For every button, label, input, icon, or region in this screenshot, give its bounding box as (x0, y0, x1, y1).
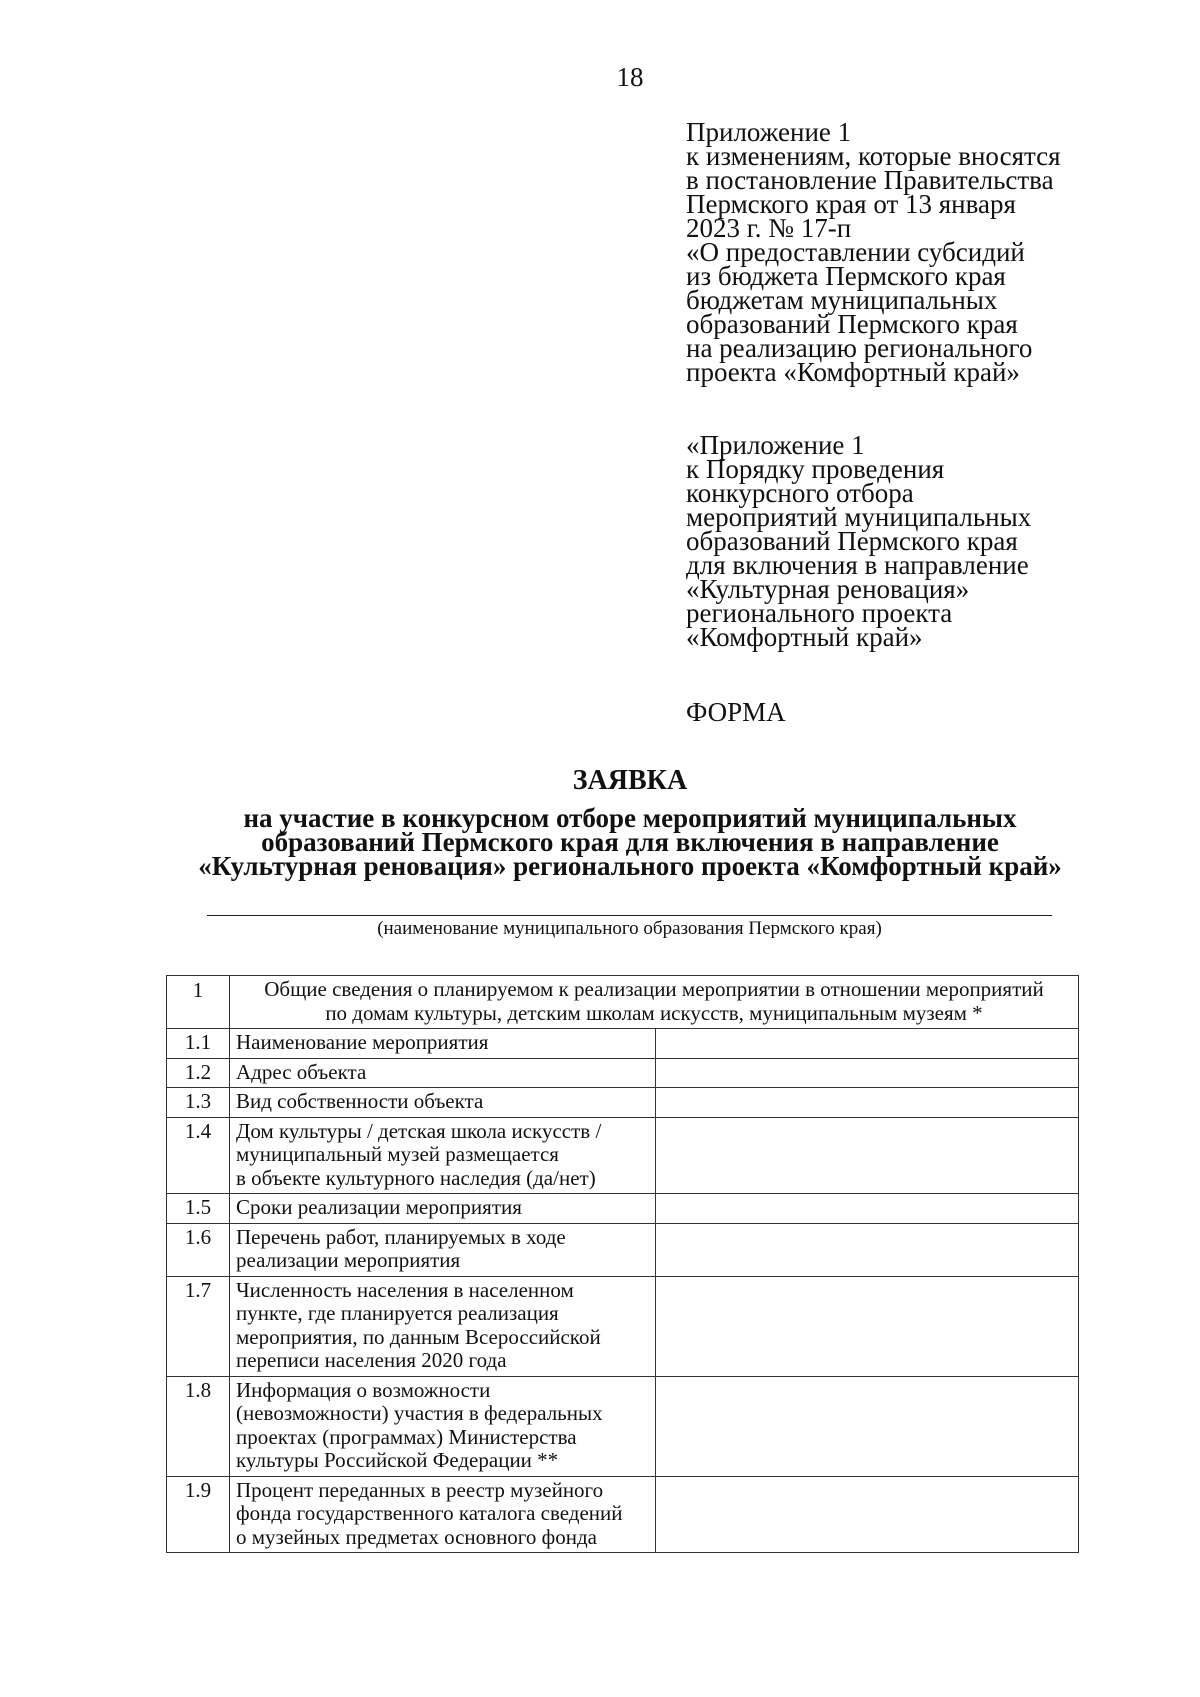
appendix-1-line: из бюджета Пермского края (686, 261, 1006, 291)
appendix-1-line: к изменениям, которые вносятся (686, 141, 1061, 171)
table-row (167, 1058, 1079, 1088)
row-label-line: Наименование мероприятия (236, 1030, 489, 1054)
row-number: 1.4 (167, 1117, 230, 1194)
appendix-2-line: «Культурная реновация» (686, 574, 970, 604)
appendix-1-line: проекта «Комфортный край» (686, 357, 1020, 387)
row-label-line: о музейных предметах основного фонда (236, 1524, 597, 1549)
row-label-line: Перечень работ, планируемых в ходе (236, 1224, 566, 1249)
row-label-line: переписи населения 2020 года (236, 1348, 507, 1372)
row-number: 1.5 (167, 1194, 230, 1224)
row-label-line: муниципальный музей размещается (236, 1142, 559, 1166)
appendix-1-line: Приложение 1 (686, 117, 852, 147)
row-value-cell[interactable] (656, 1088, 1079, 1118)
appendix-1-line: 2023 г. № 17-п (686, 213, 852, 243)
appendix-2-line: «Комфортный край» (686, 622, 923, 652)
row-number: 1.9 (167, 1476, 230, 1553)
appendix-2-line: для включения в направление (686, 550, 1029, 580)
row-label (230, 1117, 656, 1194)
municipality-name-caption: (наименование муниципального образования Пермского края) (377, 918, 882, 939)
appendix-1-line: образований Пермского края (686, 309, 1018, 339)
appendix-1-line: в постановление Правительства (686, 165, 1054, 195)
page-number: 18 (616, 62, 644, 92)
row-label (230, 1088, 656, 1118)
row-label (230, 1029, 656, 1059)
header-text-line: по домам культуры, детским школам искусств, муниципальным музеям * (325, 1000, 983, 1025)
row-label-line: мероприятия, по данным Всероссийской (236, 1324, 601, 1349)
row-label (230, 1058, 656, 1088)
row-number: 1.2 (167, 1058, 230, 1088)
row-label (230, 1194, 656, 1224)
table-row (167, 1117, 1079, 1194)
row-number: 1.8 (167, 1376, 230, 1476)
appendix-2-block (686, 430, 1166, 652)
row-value-cell[interactable] (656, 1223, 1079, 1276)
row-label-line: реализации мероприятия (236, 1248, 461, 1272)
row-label-line: пункте, где планируется реализация (236, 1301, 559, 1325)
row-label-line: проектах (программах) Министерства (236, 1424, 577, 1449)
table-row (167, 1194, 1079, 1224)
row-number: 1.6 (167, 1223, 230, 1276)
application-form-table (166, 975, 1079, 1553)
row-value-cell[interactable] (656, 1029, 1079, 1059)
municipality-name-line[interactable] (207, 915, 1052, 916)
row-number: 1.3 (167, 1088, 230, 1118)
table-row (167, 1029, 1079, 1059)
row-number: 1.1 (167, 1029, 230, 1059)
row-label-line: Адрес объекта (236, 1059, 367, 1084)
row-value-cell[interactable] (656, 1276, 1079, 1376)
appendix-2-line: регионального проекта (686, 598, 953, 628)
appendix-1-line: «О предоставлении субсидий (686, 237, 1025, 267)
appendix-2-line: образований Пермского края (686, 526, 1018, 556)
row-label-line: в объекте культурного наследия (да/нет) (236, 1165, 596, 1190)
header-text (230, 976, 1079, 1029)
row-label-line: Вид собственности объекта (236, 1089, 484, 1113)
table-row (167, 1376, 1079, 1476)
row-label (230, 1376, 656, 1476)
appendix-2-line: к Порядку проведения (686, 454, 945, 484)
row-label (230, 1276, 656, 1376)
row-label-line: Численность населения в населенном (236, 1277, 574, 1302)
appendix-2-line: «Приложение 1 (686, 430, 865, 460)
row-label-line: Информация о возможности (236, 1377, 491, 1402)
row-label-line: Процент переданных в реестр музейного (236, 1477, 604, 1502)
table-header-row (167, 976, 1079, 1029)
document-subtitle (0, 803, 1200, 881)
header-text-line: Общие сведения о планируемом к реализации мероприятии в отношении мероприятий (264, 977, 1044, 1001)
appendix-2-line: мероприятий муниципальных (686, 502, 1032, 532)
subtitle-line: образований Пермского края для включения в направление (261, 827, 999, 857)
row-label-line: Сроки реализации мероприятия (236, 1195, 522, 1219)
row-number: 1.7 (167, 1276, 230, 1376)
header-number: 1 (167, 976, 230, 1029)
row-label-line: культуры Российской Федерации ** (236, 1448, 559, 1472)
table-row (167, 1276, 1079, 1376)
form-label: ФОРМА (686, 697, 786, 727)
appendix-2-line: конкурсного отбора (686, 478, 914, 508)
appendix-1-line: бюджетам муниципальных (686, 285, 998, 315)
row-label-line: Дом культуры / детская школа искусств / (236, 1118, 602, 1143)
table-row (167, 1223, 1079, 1276)
appendix-1-line: на реализацию регионального (686, 333, 1033, 363)
row-value-cell[interactable] (656, 1194, 1079, 1224)
row-value-cell[interactable] (656, 1117, 1079, 1194)
row-value-cell[interactable] (656, 1376, 1079, 1476)
subtitle-line: «Культурная реновация» регионального проекта «Комфортный край» (198, 851, 1062, 881)
row-label-line: фонда государственного каталога сведений (236, 1501, 623, 1525)
row-value-cell[interactable] (656, 1476, 1079, 1553)
row-label (230, 1476, 656, 1553)
document-title: ЗАЯВКА (572, 765, 688, 796)
table-row (167, 1476, 1079, 1553)
row-label-line: (невозможности) участия в федеральных (236, 1401, 603, 1425)
row-value-cell[interactable] (656, 1058, 1079, 1088)
appendix-1-block (686, 117, 1166, 387)
table-row (167, 1088, 1079, 1118)
subtitle-line: на участие в конкурсном отборе мероприятий муниципальных (243, 803, 1017, 833)
row-label (230, 1223, 656, 1276)
appendix-1-line: Пермского края от 13 января (686, 189, 1016, 219)
